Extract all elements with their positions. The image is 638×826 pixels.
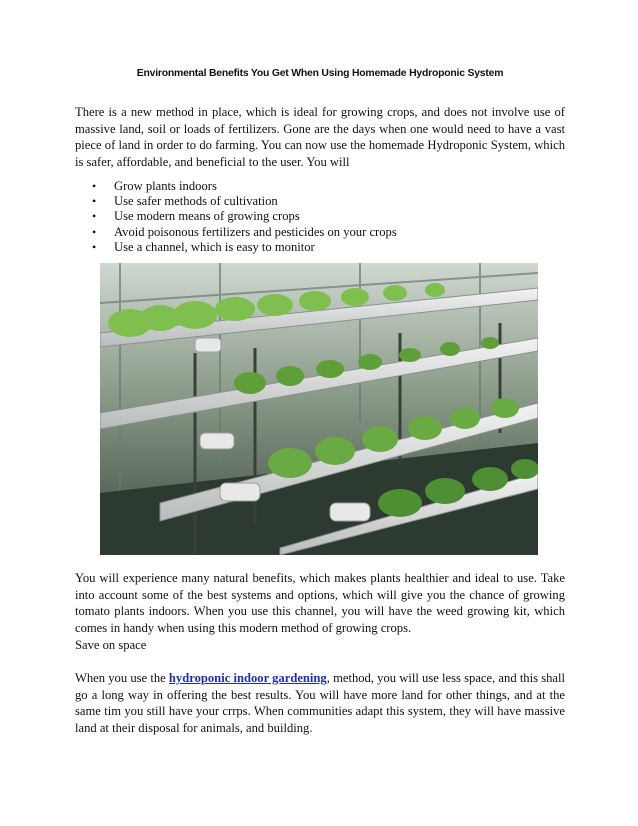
bullet-icon: • <box>92 179 97 193</box>
bullet-icon: • <box>92 224 97 239</box>
list-item: • Use safer methods of cultivation <box>92 194 278 209</box>
section-subheading: Save on space <box>75 638 147 652</box>
hydroponic-indoor-gardening-link[interactable]: hydroponic indoor gardening <box>168 671 327 685</box>
bullet-icon: • <box>92 239 97 254</box>
benefits-list <box>88 179 397 255</box>
list-item: • Grow plants indoors <box>92 179 217 193</box>
list-item: • Use modern means of growing crops <box>92 209 300 224</box>
intro-paragraph: There is a new method in place, which is ideal for growing crops, and does not involve use of massive land, soil or loads of fertilizers. Gone are the days when one would need to have a vast piece of land in order to do farming. You can now use the homemade Hydroponic System, which is safer, affordable, and beneficial to the user. You will <box>75 105 565 169</box>
bullet-icon: • <box>92 209 97 224</box>
benefits-paragraph: You will experience many natural benefits, which makes plants healthier and ideal to use. Take into account some of the best systems and options, which will give you the chance of growing tomato plants indoors. When you use this channel, you will have the weed growing kit, which comes in handy when using this modern method of growing crops. <box>75 571 565 635</box>
document-title: Environmental Benefits You Get When Using Homemade Hydroponic System <box>136 68 504 79</box>
space-paragraph: When you use the hydroponic indoor gardening, method, you will use less space, and this shall go a long way in offering the best results. You will have more land for other things, and at the same tim you still have your crrps. When communities adapt this system, they will have massive land at their disposal for animals, and building. <box>75 671 565 735</box>
hydroponic-photo <box>100 263 538 555</box>
list-item: • Use a channel, which is easy to monitor <box>92 239 315 254</box>
list-item: • Avoid poisonous fertilizers and pesticides on your crops <box>92 224 397 239</box>
bullet-icon: • <box>92 194 97 209</box>
